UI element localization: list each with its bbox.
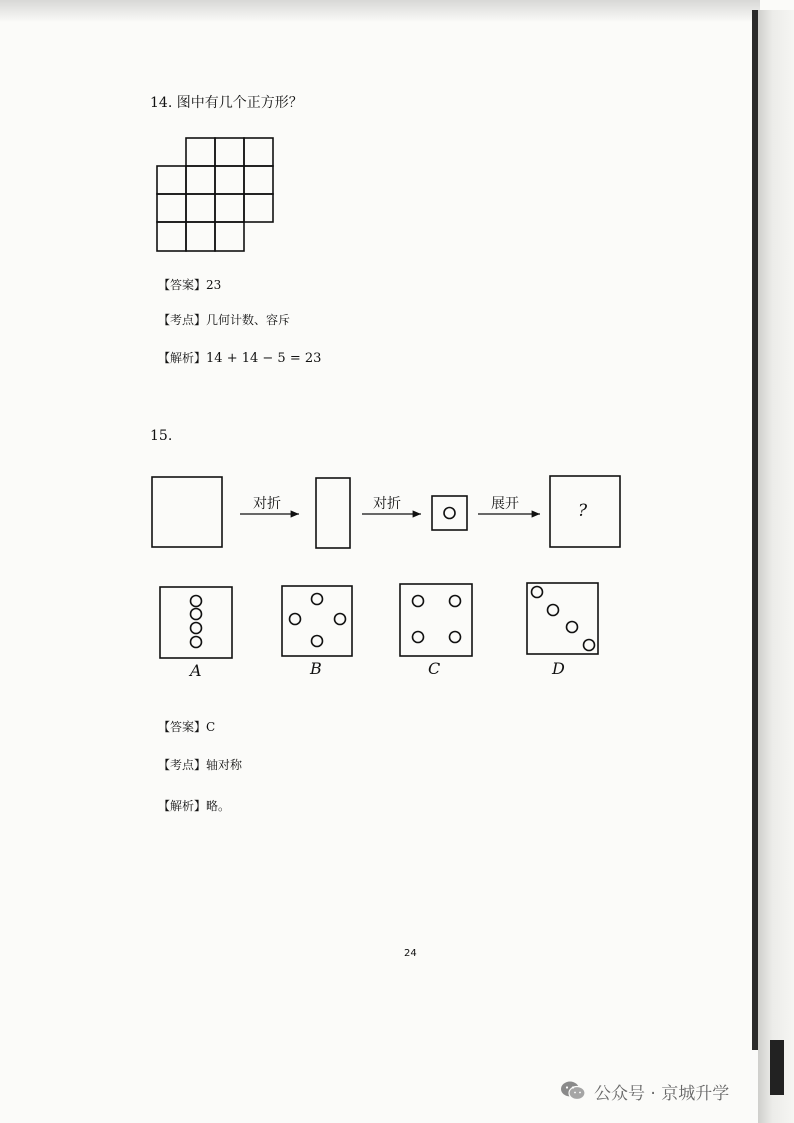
analysis-label: 【解析】	[158, 799, 207, 813]
option-a-label: A	[190, 661, 202, 680]
q15-topic-value: 轴对称	[206, 758, 243, 772]
answer-label: 【答案】	[158, 278, 207, 292]
q14-title: 14. 图中有几个正方形？	[150, 95, 303, 111]
option-d-label: D	[552, 659, 565, 678]
q15-topic-row	[158, 756, 242, 773]
q15-answer-value: C	[206, 720, 216, 734]
paper-square	[152, 477, 222, 547]
answer-label: 【答案】	[158, 720, 207, 734]
hole	[191, 596, 202, 607]
paper-folded-once	[316, 478, 350, 548]
topic-label: 【考点】	[158, 758, 207, 772]
hole	[312, 636, 323, 647]
watermark	[560, 1076, 729, 1106]
hole	[191, 637, 202, 648]
wechat-icon	[560, 1080, 586, 1102]
option-c-label: C	[428, 659, 441, 678]
hole	[450, 632, 461, 643]
option-b-label: B	[310, 659, 322, 678]
option-b-box	[282, 586, 352, 656]
arrow-3-label: 展开	[491, 496, 519, 512]
q14-analysis-value: 14 + 14 − 5 = 23	[206, 351, 322, 366]
q15-analysis-value: 略。	[206, 799, 231, 813]
page-number: 24	[404, 948, 417, 959]
hole	[312, 594, 323, 605]
hole	[335, 614, 346, 625]
punched-hole	[444, 508, 455, 519]
paper-folded-twice	[432, 496, 467, 530]
hole	[450, 596, 461, 607]
q14-topic-value: 几何计数、容斥	[206, 313, 291, 327]
hole	[191, 609, 202, 620]
q15-answer-row	[158, 718, 215, 735]
q15-analysis-row	[158, 797, 230, 814]
arrow-1-label: 对折	[253, 496, 281, 512]
topic-label: 【考点】	[158, 313, 207, 327]
option-c-box	[400, 584, 472, 656]
option-d-box	[527, 583, 598, 654]
question-mark: ?	[578, 501, 588, 521]
hole	[584, 640, 595, 651]
hole	[413, 596, 424, 607]
analysis-label: 【解析】	[158, 351, 207, 365]
arrow-2-label: 对折	[373, 496, 401, 512]
hole	[413, 632, 424, 643]
hole	[548, 605, 559, 616]
q15-number: 15.	[150, 428, 173, 444]
hole	[191, 623, 202, 634]
hole	[532, 587, 543, 598]
hole	[567, 622, 578, 633]
hole	[290, 614, 301, 625]
q14-answer-value: 23	[206, 278, 222, 292]
watermark-text: 公众号 · 京城升学	[594, 1083, 730, 1104]
